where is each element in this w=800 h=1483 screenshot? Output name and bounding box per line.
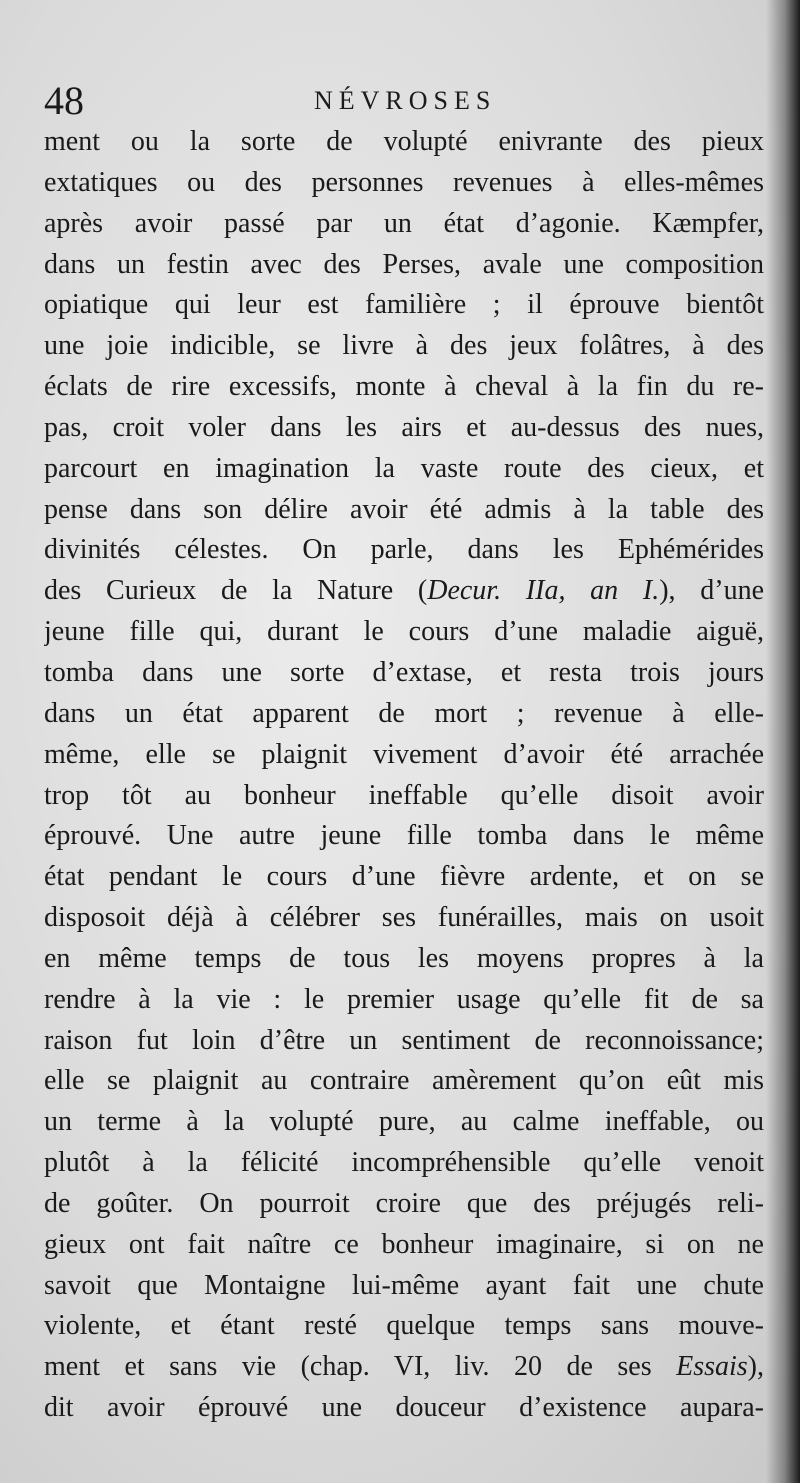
- text-line: une joie indicible, se livre à des jeux folâtres, à des: [44, 330, 764, 362]
- text-line: de goûter. On pourroit croire que des préjugés reli-: [44, 1187, 764, 1219]
- text-line: ment ou la sorte de volupté enivrante des pieux: [44, 126, 764, 157]
- text-line: elle se plaignit au contraire amèrement qu’on eût mis: [44, 1065, 764, 1097]
- text-line: jeune fille qui, durant le cours d’une maladie aiguë,: [44, 616, 764, 648]
- text-line: raison fut loin d’être un sentiment de reconnoissance;: [44, 1024, 764, 1056]
- text-span: ment et sans vie (chap. VI, liv. 20 de ses: [44, 1351, 677, 1383]
- text-line: violente, et étant resté quelque temps sans mouve-: [44, 1310, 764, 1342]
- text-line: éclats de rire excessifs, monte à cheval à la fin du re-: [44, 371, 764, 403]
- text-line-citation: [44, 571, 764, 612]
- text-line: dans un état apparent de mort ; revenue à elle-: [44, 697, 764, 729]
- text-line: pas, croit voler dans les airs et au-dessus des nues,: [44, 411, 764, 443]
- title-italic: Essais: [676, 1351, 748, 1383]
- page-header: [44, 78, 764, 128]
- text-line: opiatique qui leur est familière ; il éprouve bientôt: [44, 289, 764, 321]
- text-line: même, elle se plaignit vivement d’avoir été arrachée: [44, 738, 764, 770]
- text-span: des Curieux de la Nature (: [44, 575, 428, 607]
- text-line: extatiques ou des personnes revenues à elles-mêmes: [44, 166, 764, 198]
- text-line: un terme à la volupté pure, au calme ineffable, ou: [44, 1106, 764, 1138]
- text-line: en même temps de tous les moyens propres à la: [44, 942, 764, 974]
- text-span: ), d’une: [659, 575, 764, 607]
- text-line: gieux ont fait naître ce bonheur imaginaire, si on ne: [44, 1228, 764, 1260]
- binding-shadow: [766, 0, 800, 1483]
- text-line-citation: [44, 1347, 764, 1388]
- text-line: disposoit déjà à célébrer ses funérailles, mais on usoit: [44, 902, 764, 934]
- text-line: rendre à la vie : le premier usage qu’elle fit de sa: [44, 983, 764, 1015]
- text-line: plutôt à la félicité incompréhensible qu’elle venoit: [44, 1147, 764, 1179]
- text-line: savoit que Montaigne lui-même ayant fait une chute: [44, 1269, 764, 1301]
- text-line: tomba dans une sorte d’extase, et resta trois jours: [44, 656, 764, 688]
- citation-italic: Decur. IIa, an I.: [427, 575, 660, 607]
- text-line: après avoir passé par un état d’agonie. Kæmpfer,: [44, 207, 764, 239]
- page-number: 48: [44, 78, 84, 123]
- text-line: dit avoir éprouvé une douceur d’existence aupara-: [44, 1392, 764, 1424]
- running-head: NÉVROSES: [314, 86, 497, 115]
- text-line: état pendant le cours d’une fièvre ardente, et on se: [44, 861, 764, 893]
- text-line: divinités célestes. On parle, dans les Ephémérides: [44, 534, 764, 566]
- text-line: dans un festin avec des Perses, avale une composition: [44, 248, 764, 280]
- text-line: parcourt en imagination la vaste route des cieux, et: [44, 452, 764, 484]
- text-line: éprouvé. Une autre jeune fille tomba dans le même: [44, 820, 764, 852]
- text-line: trop tôt au bonheur ineffable qu’elle disoit avoir: [44, 779, 764, 811]
- text-line: pense dans son délire avoir été admis à la table des: [44, 493, 764, 525]
- body-text: [44, 122, 764, 1429]
- text-span: ),: [747, 1351, 764, 1383]
